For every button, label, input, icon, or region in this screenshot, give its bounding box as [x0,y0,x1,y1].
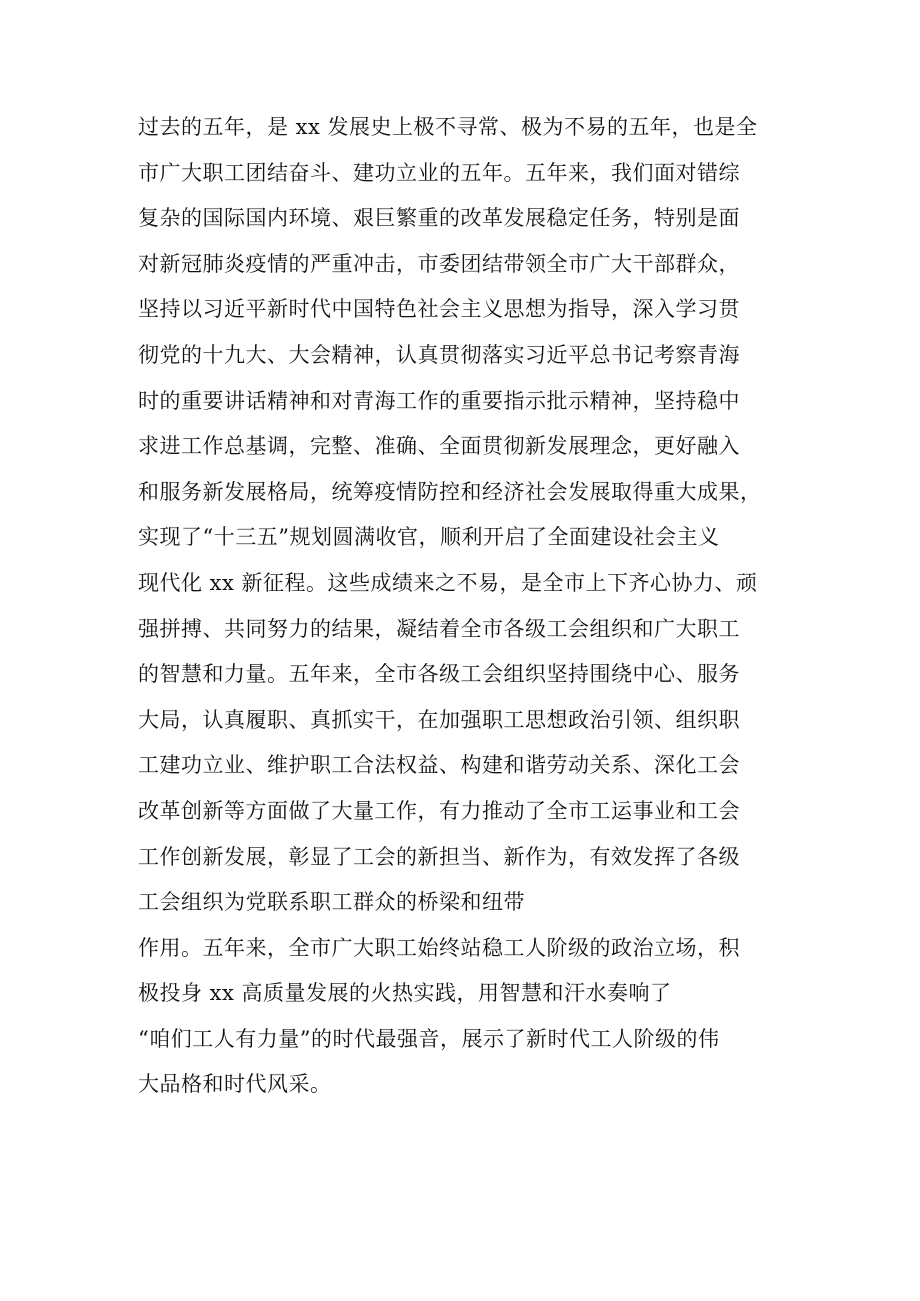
text-line: 和服务新发展格局，统筹疫情防控和经济社会发展取得重大成果， [138,479,762,504]
text-line: 求进工作总基调，完整、准确、全面贯彻新发展理念，更好融入 [138,434,740,459]
text-line: 改革创新等方面做了大量工作，有力推动了全市工运事业和工会 [138,798,740,823]
text-line: 的智慧和力量。五年来，全市各级工会组织坚持围绕中心、服务 [138,662,740,687]
text-line: 实现了“十三五”规划圆满收官，顺利开启了全面建设社会主义 [138,525,720,550]
text-line: 工作创新发展，彰显了工会的新担当、新作为，有效发挥了各级 [138,844,740,869]
text-line: 极投身 xx 高质量发展的火热实践，用智慧和汗水奏响了 [138,981,672,1006]
text-line: “咱们工人有力量”的时代最强音，展示了新时代工人阶级的伟 [138,1026,720,1051]
text-line: 作用。五年来，全市广大职工始终站稳工人阶级的政治立场，积 [138,935,740,960]
text-line: 工会组织为党联系职工群众的桥梁和纽带 [138,890,525,915]
body-paragraph [138,105,818,1108]
text-line: 彻党的十九大、大会精神，认真贯彻落实习近平总书记考察青海 [138,342,740,367]
text-line: 大局，认真履职、真抓实干，在加强职工思想政治引领、组织职 [138,707,740,732]
text-line: 大品格和时代风采。 [138,1072,332,1097]
text-line: 时的重要讲话精神和对青海工作的重要指示批示精神，坚持稳中 [138,388,740,413]
text-line: 坚持以习近平新时代中国特色社会主义思想为指导，深入学习贯 [138,297,740,322]
text-line: 对新冠肺炎疫情的严重冲击，市委团结带领全市广大干部群众， [138,251,740,276]
text-line: 复杂的国际国内环境、艰巨繁重的改革发展稳定任务，特别是面 [138,206,740,231]
text-line: 现代化 xx 新征程。这些成绩来之不易，是全市上下齐心协力、顽 [138,570,758,595]
text-line: 市广大职工团结奋斗、建功立业的五年。五年来，我们面对错综 [138,160,740,185]
text-line: 工建功立业、维护职工合法权益、构建和谐劳动关系、深化工会 [138,753,740,778]
text-line: 强拼搏、共同努力的结果，凝结着全市各级工会组织和广大职工 [138,616,740,641]
text-line: 过去的五年，是 xx 发展史上极不寻常、极为不易的五年，也是全 [138,115,758,139]
